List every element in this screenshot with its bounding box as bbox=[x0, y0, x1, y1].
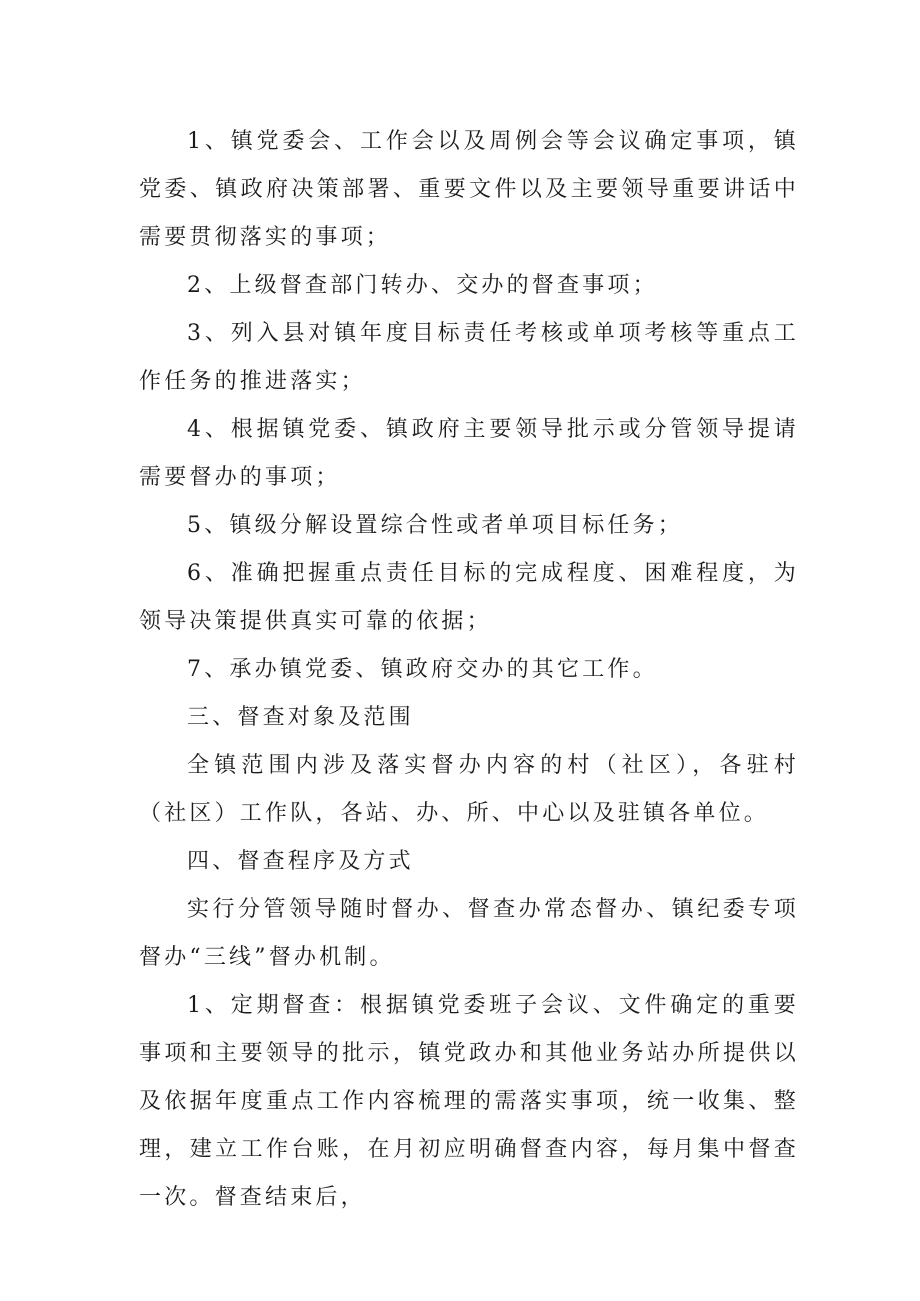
section-heading-3: 三、督查对象及范围 bbox=[187, 705, 414, 730]
paragraph-item-2: 2、上级督查部门转办、交办的督查事项； bbox=[187, 273, 658, 298]
paragraph-item-6: 6、准确把握重点责任目标的完成程度、困难程度，为领导决策提供真实可靠的依据； bbox=[139, 561, 799, 634]
paragraph-scope: 全镇范围内涉及落实督办内容的村（社区），各驻村（社区）工作队，各站、办、所、中心以及驻镇各单位。 bbox=[139, 753, 799, 826]
paragraph-item-4: 4、根据镇党委、镇政府主要领导批示或分管领导提请需要督办的事项； bbox=[139, 417, 799, 490]
paragraph-item-7: 7、承办镇党委、镇政府交办的其它工作。 bbox=[187, 657, 658, 682]
paragraph-item-1: 1、镇党委会、工作会以及周例会等会议确定事项，镇党委、镇政府决策部署、重要文件以及主要领导重要讲话中需要贯彻落实的事项； bbox=[139, 129, 799, 250]
paragraph-mechanism: 实行分管领导随时督办、督查办常态督办、镇纪委专项督办“三线”督办机制。 bbox=[139, 897, 799, 970]
paragraph-periodic-inspection: 1、定期督查：根据镇党委班子会议、文件确定的重要事项和主要领导的批示，镇党政办和其他业务站办所提供以及依据年度重点工作内容梳理的需落实事项，统一收集、整理，建立工作台账，在月初应明确督查内容，每月集中督查一次。督查结束后， bbox=[139, 993, 799, 1210]
paragraph-item-5: 5、镇级分解设置综合性或者单项目标任务； bbox=[187, 513, 683, 538]
document-body bbox=[139, 118, 799, 1222]
paragraph-item-3: 3、列入县对镇年度目标责任考核或单项考核等重点工作任务的推进落实； bbox=[139, 321, 799, 394]
section-heading-4: 四、督查程序及方式 bbox=[187, 849, 414, 874]
